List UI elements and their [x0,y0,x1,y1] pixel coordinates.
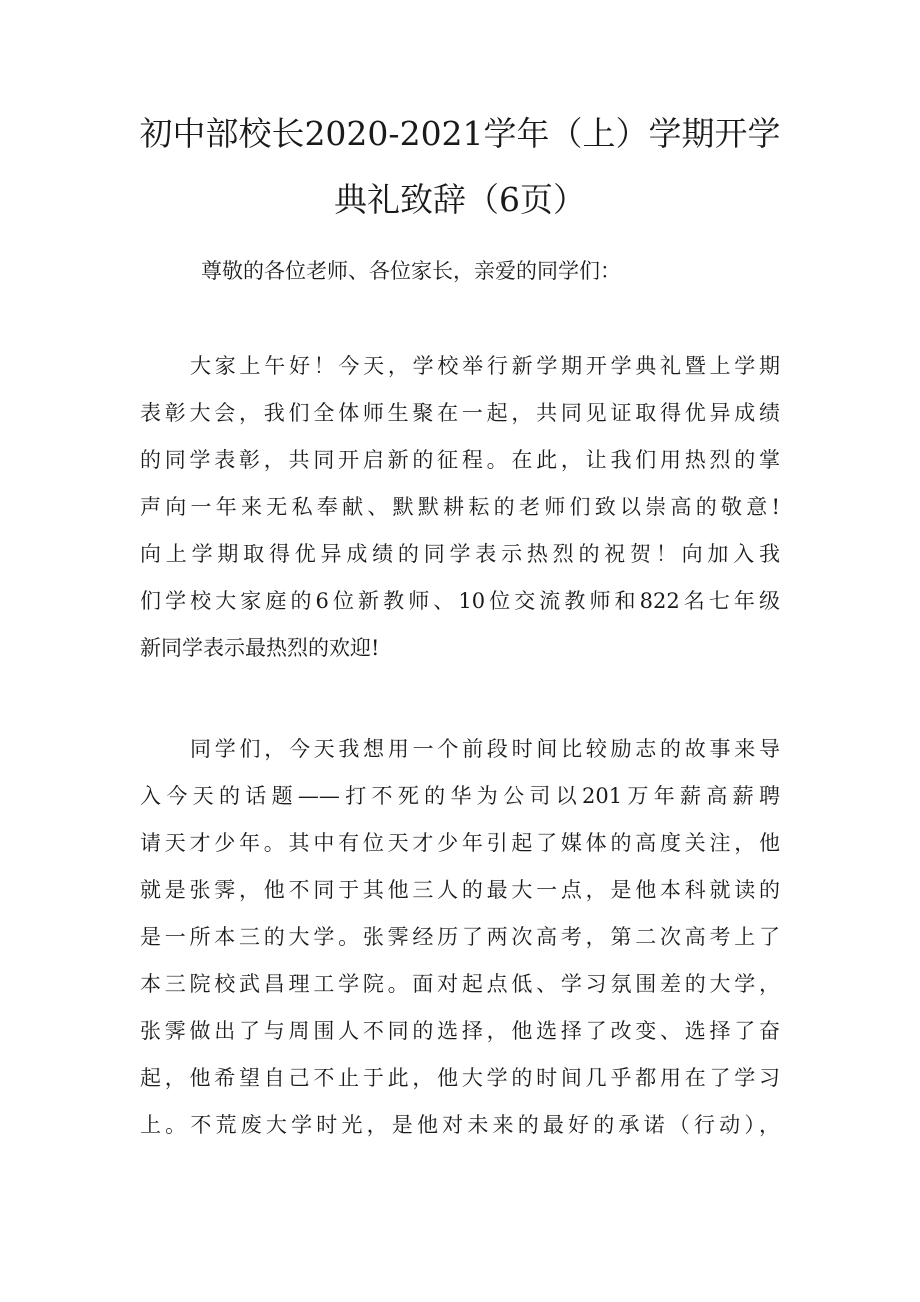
paragraph-2-line-6: 本三院校武昌理工学院。面对起点低、学习氛围差的大学， [140,972,780,996]
document-title-line-1: 初中部校长2020-2021学年（上）学期开学 [139,114,781,153]
paragraph-2-line-5: 是一所本三的大学。张霁经历了两次高考，第二次高考上了 [140,925,780,949]
paragraph-1-line-1: 大家上午好！今天，学校举行新学期开学典礼暨上学期 [190,354,780,378]
paragraph-1-line-4: 声向一年来无私奉献、默默耕耘的老师们致以崇高的敬意! [140,495,780,519]
greeting: 尊敬的各位老师、各位家长，亲爱的同学们： [201,259,621,283]
paragraph-2-line-7: 张霁做出了与周围人不同的选择，他选择了改变、选择了奋 [140,1019,780,1043]
paragraph-1-line-6: 们学校大家庭的6位新教师、10位交流教师和822名七年级 [140,589,780,613]
paragraph-1-line-7: 新同学表示最热烈的欢迎! [140,636,380,660]
paragraph-1-line-3: 的同学表彰，共同开启新的征程。在此，让我们用热烈的掌 [140,448,780,472]
paragraph-2-line-2: 入今天的话题——打不死的华为公司以201万年薪高薪聘 [140,784,780,808]
paragraph-2-line-3: 请天才少年。其中有位天才少年引起了媒体的高度关注，他 [140,831,780,855]
document-title-line-2: 典礼致辞（6页） [334,180,586,219]
paragraph-2-line-4: 就是张霁，他不同于其他三人的最大一点，是他本科就读的 [140,878,780,902]
paragraph-1-line-2: 表彰大会，我们全体师生聚在一起，共同见证取得优异成绩 [140,401,780,425]
paragraph-1-line-5: 向上学期取得优异成绩的同学表示热烈的祝贺！向加入我 [140,542,780,566]
paragraph-2-line-9: 上。不荒废大学时光，是他对未来的最好的承诺（行动）， [140,1113,780,1137]
paragraph-2-line-1: 同学们，今天我想用一个前段时间比较励志的故事来导 [190,737,780,761]
paragraph-2-line-8: 起，他希望自己不止于此，他大学的时间几乎都用在了学习 [140,1066,780,1090]
